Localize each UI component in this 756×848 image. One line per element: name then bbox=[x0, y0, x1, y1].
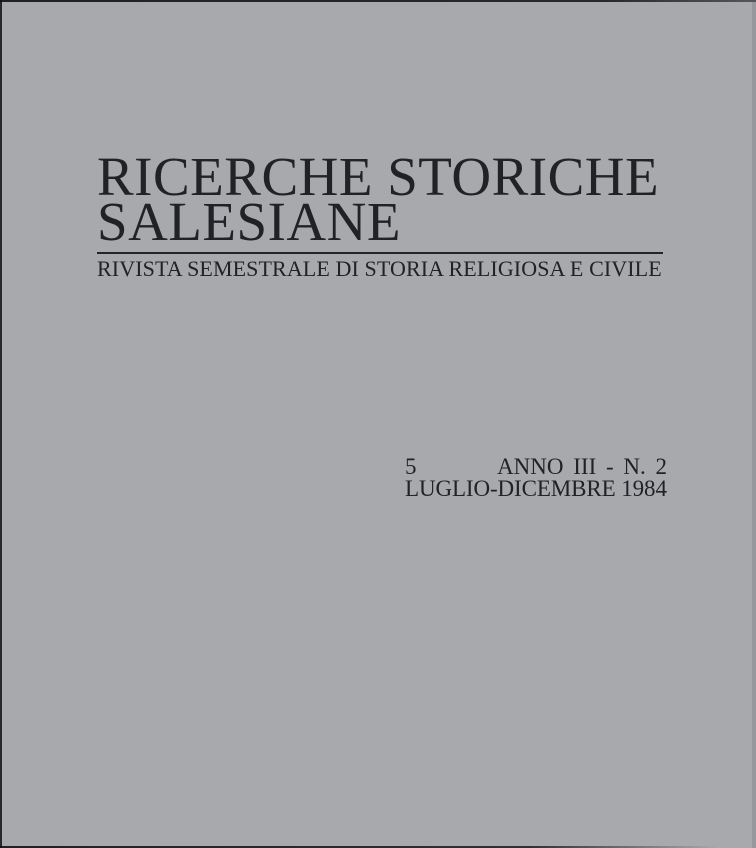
masthead-divider-rule bbox=[97, 252, 663, 254]
issue-period: LUGLIO-DICEMBRE 1984 bbox=[405, 476, 667, 501]
scan-edge-top bbox=[0, 0, 756, 2]
journal-subtitle: RIVISTA SEMESTRALE DI STORIA RELIGIOSA E CIVILE bbox=[97, 256, 662, 281]
journal-title-line1: RICERCHE STORICHE bbox=[97, 146, 660, 207]
issue-line-1 bbox=[405, 456, 667, 478]
scan-edge-left bbox=[0, 0, 2, 848]
issue-number: 5 bbox=[405, 454, 417, 479]
issue-anno: ANNO III - N. 2 bbox=[497, 454, 667, 479]
masthead bbox=[97, 146, 663, 252]
scan-edge-right bbox=[752, 0, 756, 848]
issue-info bbox=[405, 456, 667, 500]
journal-title-line2: SALESIANE bbox=[97, 191, 401, 252]
